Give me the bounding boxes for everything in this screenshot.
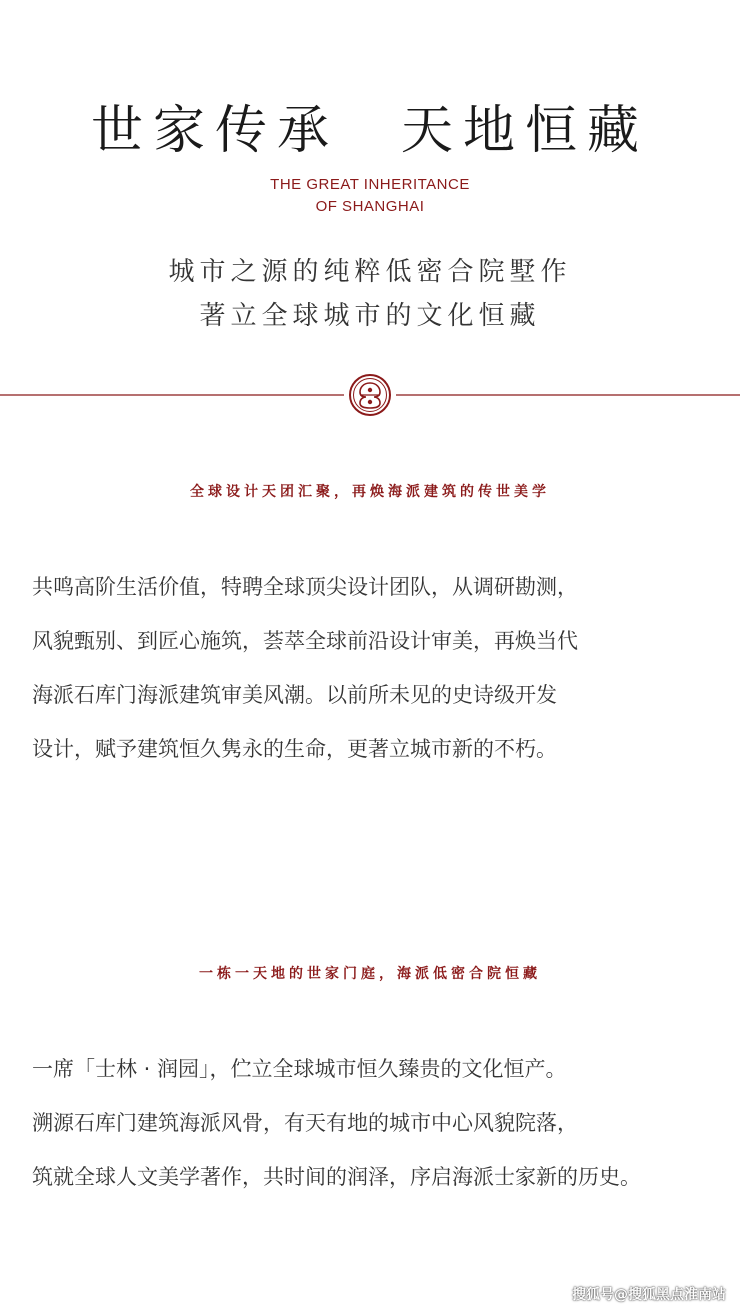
ornament-seal-icon (350, 375, 390, 415)
paragraph-line: 设计，赋予建筑恒久隽永的生命，更著立城市新的不朽。 (32, 737, 557, 761)
section-paragraph-1 (32, 560, 712, 776)
ornament-divider (0, 372, 740, 418)
section-heading-1: 全球设计天团汇聚，再焕海派建筑的传世美学 (190, 484, 550, 500)
english-subtitle (0, 174, 740, 218)
paragraph-line: 溯源石库门建筑海派风骨，有天有地的城市中心风貌院落， (32, 1111, 578, 1135)
paragraph-line: 共鸣高阶生活价值，特聘全球顶尖设计团队，从调研勘测， (32, 575, 578, 599)
section-heading-2: 一栋一天地的世家门庭，海派低密合院恒藏 (199, 966, 541, 982)
tagline (0, 250, 740, 338)
paragraph-line: 筑就全球人文美学著作，共时间的润泽，序启海派士家新的历史。 (32, 1165, 641, 1189)
tagline-line-2: 著立全球城市的文化恒藏 (199, 301, 541, 331)
watermark: 搜狐号@搜狐黑点淮南站 (572, 1287, 726, 1303)
tagline-line-1: 城市之源的纯粹低密合院墅作 (168, 257, 572, 287)
paragraph-line: 一席「士林 · 润园」，伫立全球城市恒久臻贵的文化恒产。 (32, 1057, 567, 1081)
paragraph-line: 海派石库门海派建筑审美风潮。以前所未见的史诗级开发 (32, 683, 557, 707)
english-subtitle-line-2: OF SHANGHAI (315, 198, 425, 215)
english-subtitle-line-1: THE GREAT INHERITANCE (270, 176, 470, 193)
paragraph-line: 风貌甄别、到匠心施筑，荟萃全球前沿设计审美，再焕当代 (32, 629, 578, 653)
page-title: 世家传承 天地恒藏 (90, 101, 649, 161)
section-paragraph-2 (32, 1042, 712, 1204)
